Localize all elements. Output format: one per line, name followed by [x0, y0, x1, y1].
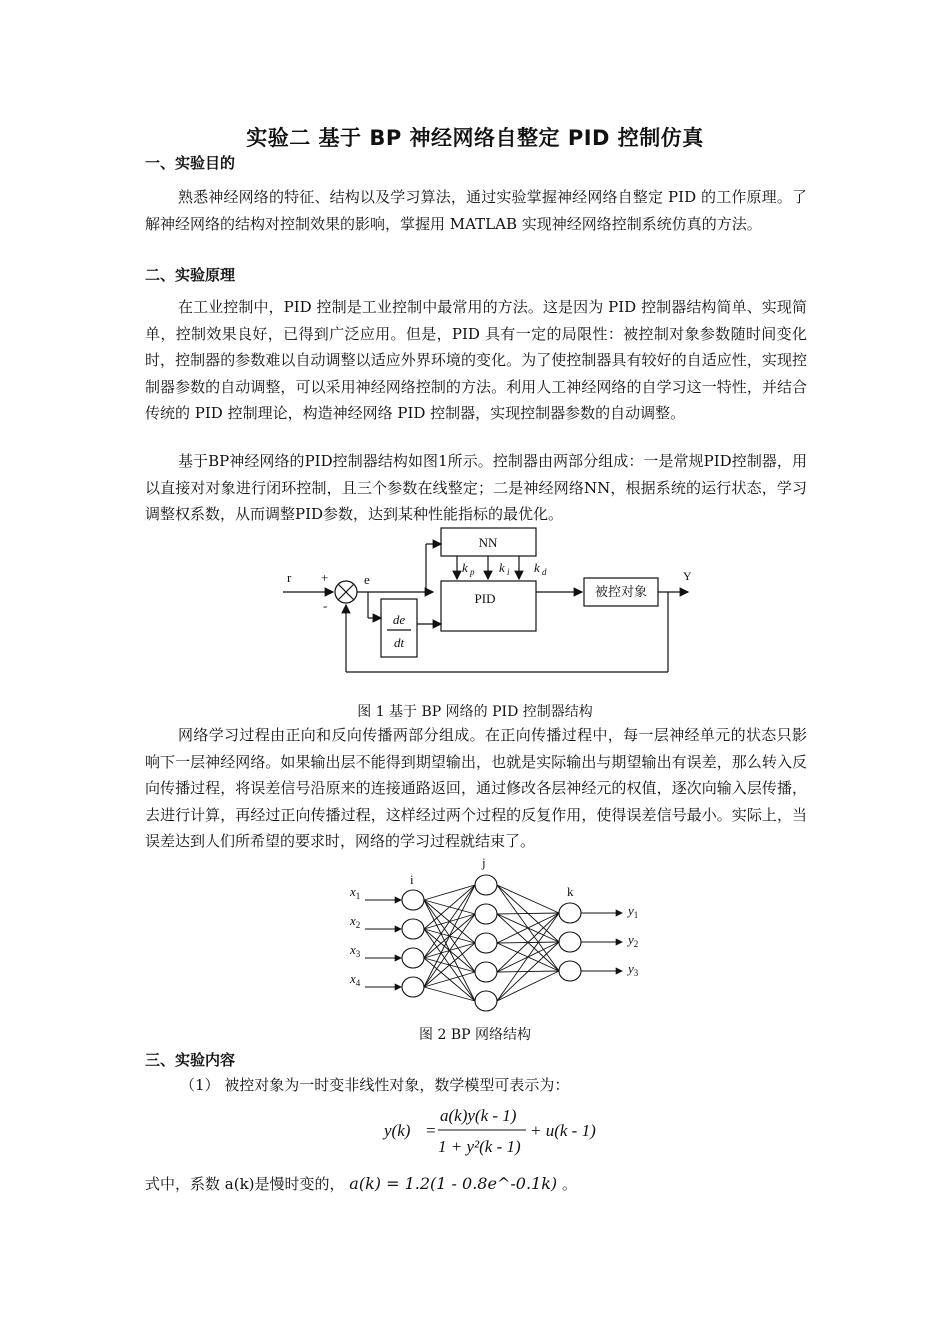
fig1-kp-label: k — [462, 560, 468, 575]
paragraph-principle-3: 网络学习过程由正向和反向传播两部分组成。在正向传播过程中，每一层神经单元的状态只影响下一层神经网络。如果输出层不能得到期望输出，也就是实际输出与期望输出有误差，那么转入反向传播过程，将误差信号沿原来的连接通路返回，通过修改各层神经元的权值，逐次向输入层传播，去进行计算，再经过正向传播过程，这样经过两个过程的反复作用，使得误差信号最小。实际上，当误差达到人们所希望的要求时，网络的学习过程就结束了。 — [145, 726, 807, 850]
fig1-plus-label: + — [321, 570, 329, 585]
fig1-kp-sub: p — [470, 567, 475, 577]
section-heading-2: 二、实验原理 — [145, 266, 236, 284]
fig1-kd-sub: d — [542, 567, 547, 577]
fig2-output-node — [559, 932, 581, 952]
fig2-hidden-node — [475, 962, 497, 982]
fig2-hidden-node — [475, 875, 497, 895]
fig1-y-label: Y — [683, 569, 692, 583]
fig2-input-label: $x_1$ — [350, 884, 361, 901]
fig2-hidden-node — [475, 933, 497, 953]
paragraph-purpose: 熟悉神经网络的特征、结构以及学习算法，通过实验掌握神经网络自整定 PID 的工作原理。了解神经网络的结构对控制效果的影响，掌握用 MATLAB 实现神经网络控制系统仿真的方法。 — [145, 188, 807, 233]
fig2-output-label: $y_3$ — [628, 961, 639, 978]
content-item-1: （1） 被控对象为一时变非线性对象，数学模型可表示为： — [180, 1076, 570, 1094]
fig1-kd-label: k — [534, 560, 540, 575]
fig2-output-label: $y_1$ — [628, 903, 639, 920]
svg-text:=: = — [426, 1121, 436, 1140]
fig2-hidden-node — [475, 991, 497, 1011]
content-line-2-suffix: 。 — [561, 1175, 577, 1193]
eq1-tail: + u(k - 1) — [530, 1121, 596, 1140]
page-title: 实验二 基于 BP 神经网络自整定 PID 控制仿真 — [246, 126, 704, 150]
figure-2-bp-network — [0, 850, 950, 1020]
figure-1-caption: 图 1 基于 BP 网络的 PID 控制器结构 — [357, 704, 593, 720]
fig2-layer-i: i — [410, 872, 414, 887]
fig1-e-label: e — [364, 572, 370, 587]
equation-1 — [380, 1102, 620, 1156]
fig1-r-label: r — [287, 570, 292, 585]
fig2-input-node — [402, 919, 424, 939]
fig2-layer-k: k — [567, 884, 574, 899]
figure-2-caption: 图 2 BP 网络结构 — [419, 1027, 531, 1043]
section-heading-1: 一、实验目的 — [145, 154, 236, 172]
equation-2: a(k) = 1.2(1 - 0.8e^-0.1k) — [349, 1174, 558, 1193]
fig1-ki-label: k — [499, 560, 505, 575]
section-heading-3: 三、实验内容 — [145, 1051, 236, 1069]
paragraph-principle-2: 基于BP神经网络的PID控制器结构如图1所示。控制器由两部分组成：一是常规PID控制器，用以直接对对象进行闭环控制，且三个参数在线整定；二是神经网络NN，根据系统的运行状态，学习调整权系数，从而调整PID参数，达到某种性能指标的最优化。 — [145, 452, 807, 523]
fig1-dt-label: dt — [393, 635, 405, 650]
fig2-layer-j: j — [482, 855, 486, 870]
fig2-input-label: $x_2$ — [350, 913, 361, 930]
fig2-input-label: $x_4$ — [350, 971, 361, 988]
fig1-plant-label: 被控对象 — [594, 584, 648, 599]
fig2-hidden-node — [475, 904, 497, 924]
fig1-de-label: de — [392, 612, 406, 627]
fig1-pid-label: PID — [474, 591, 496, 606]
fig2-input-label: $x_3$ — [350, 942, 361, 959]
fig2-input-node — [402, 890, 424, 910]
eq1-numerator: a(k)y(k - 1) — [440, 1106, 517, 1125]
fig2-input-node — [402, 948, 424, 968]
paragraph-principle-1: 在工业控制中，PID 控制是工业控制中最常用的方法。这是因为 PID 控制器结构简单、实现简单，控制效果良好，已得到广泛应用。但是，PID 具有一定的局限性：被控制对象参数随时间变化时，控制器的参数难以自动调整以适应外界环境的变化。为了使控制器具有较好的自适应性，实现控制器参数的自动调整，可以采用神经网络控制的方法。利用人工神经网络的自学习这一特性，并结合传统的 PID 控制理论，构造神经网络 PID 控制器，实现控制器参数的自动调整。 — [145, 298, 807, 422]
fig2-output-node — [559, 961, 581, 981]
content-line-2-prefix: 式中，系数 a(k)是慢时变的， — [145, 1175, 345, 1193]
fig2-output-node — [559, 903, 581, 923]
fig1-ki-sub: i — [507, 567, 510, 577]
content-line-2 — [145, 1173, 577, 1194]
fig1-nn-label: NN — [478, 535, 498, 550]
fig2-input-node — [402, 977, 424, 997]
eq1-lhs: y(k) — [384, 1121, 411, 1140]
figure-1-pid-diagram — [0, 520, 950, 700]
eq1-denominator: 1 + y²(k - 1) — [438, 1137, 521, 1156]
fig2-output-label: $y_2$ — [628, 932, 639, 949]
fig1-minus-label: - — [323, 598, 328, 613]
